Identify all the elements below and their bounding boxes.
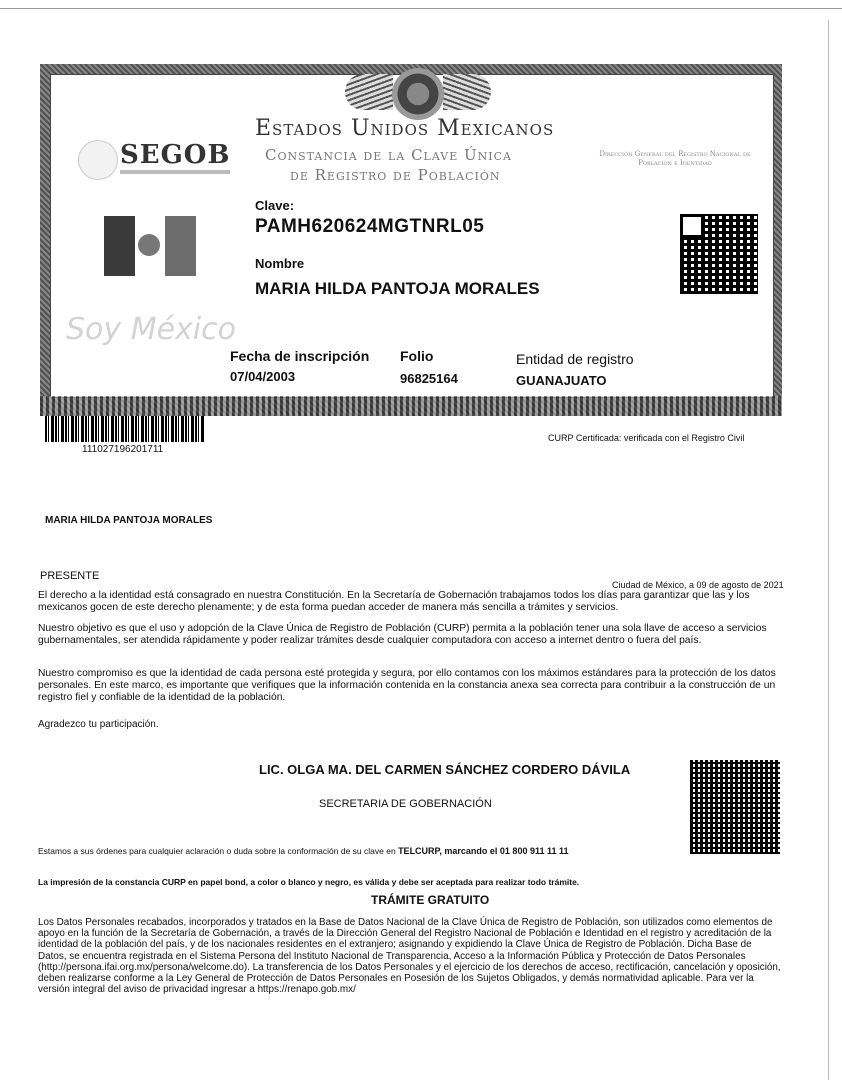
nombre-value: MARIA HILDA PANTOJA MORALES — [255, 279, 540, 298]
certificate-qr-code-icon — [680, 214, 758, 294]
privacy-notice: Los Datos Personales recabados, incorporados y tratados en la Base de Datos Nacional de la Clave Única de Registro de Población, son utilizados como elementos de apoyo en la función de la Secretaría de Gobernación, a través de la Dirección General del Registro Nacional de Población e Identidad en el registro y acreditación de la identidad de la población del país, y de los nacionales residentes en el extranjero; asignando y expidiendo la Clave Única de Registro de Población. Dicha Base de Datos, se encuentra registrada en el Sistema Persona del Instituto Nacional de Transparencia, Acceso a la Información Pública y Protección de Datos Personales (http://persona.ifai.org.mx/persona/welcome.do). La transferencia de los Datos Personales y el ejercicio de los derechos de acceso, rectificación, cancelación y oposición, deben realizarse conforme a la Ley General de Protección de Datos Personales en Posesión de los Sujetos Obligados, y demás normatividad aplicable. Para ver la versión integral del aviso de privacidad ingresar a https://renapo.gob.mx/ — [38, 917, 781, 996]
barcode-icon — [45, 416, 205, 442]
certificate-bottom-band — [40, 396, 782, 416]
flag-emblem-icon — [138, 234, 160, 256]
letter-paragraph-2: Nuestro objetivo es que el uso y adopción de la Clave Única de Registro de Población (CURP) permita a la población tener una sola llave de acceso a servicios gubernamentales, ser atendida rápidamente y poder realizar trámites desde cualquier computadora con acceso a internet dentro o fuera del país. — [38, 623, 767, 646]
scan-right-edge — [828, 20, 829, 1080]
letter-date: Ciudad de México, a 09 de agosto de 2021 — [612, 580, 784, 590]
nombre-label: Nombre — [255, 256, 305, 271]
agency-logo: SEGOB — [120, 140, 231, 170]
document-title-line1: Constancia de la Clave Única — [265, 146, 512, 164]
seal-left-ornament-icon — [345, 74, 393, 110]
letter-recipient: MARIA HILDA PANTOJA MORALES — [45, 515, 213, 526]
fecha-inscripcion-label: Fecha de inscripción — [230, 348, 370, 364]
clave-value: PAMH620624MGTNRL05 — [255, 216, 485, 237]
national-seal-icon — [392, 68, 444, 120]
segob-eagle-icon — [78, 140, 118, 180]
print-validity-notice: La impresión de la constancia CURP en papel bond, a color o blanco y negro, es válida y debe ser aceptada para realizar todo trámite. — [38, 877, 580, 887]
document-title-line2: de Registro de Población — [290, 166, 501, 184]
contact-note-text: Estamos a sus órdenes para cualquier aclaración o duda sobre la conformación de su clave en — [38, 846, 396, 856]
certified-note: CURP Certificada: verificada con el Registro Civil — [548, 433, 745, 443]
signatory-title: SECRETARIA DE GOBERNACIÓN — [319, 798, 492, 810]
letter-qr-code-icon — [690, 760, 780, 854]
directorate-logo: Dirección General del Registro Nacional de Población e Identidad — [599, 150, 751, 167]
signatory-name: LIC. OLGA MA. DEL CARMEN SÁNCHEZ CORDERO DÁVILA — [259, 762, 631, 777]
folio-label: Folio — [400, 348, 434, 364]
entidad-registro-label: Entidad de registro — [516, 351, 634, 367]
letter-presente: PRESENTE — [40, 570, 100, 582]
letter-closing: Agradezco tu participación. — [38, 719, 159, 730]
country-title: Estados Unidos Mexicanos — [255, 116, 555, 141]
entidad-registro-value: GUANAJUATO — [516, 373, 607, 388]
scan-top-edge — [0, 8, 842, 9]
barcode-number: 111027196201711 — [82, 444, 164, 455]
letter-paragraph-1: El derecho a la identidad está consagrado en nuestra Constitución. En la Secretaría de Gobernación trabajamos todos los días para garantizar que las y los mexicanos gocen de este derecho plenamente; y de esta forma puedan acceder de manera más sencilla a trámites y servicios. — [38, 590, 750, 613]
clave-label: Clave: — [255, 198, 295, 213]
slogan-watermark: Soy México — [66, 312, 236, 347]
free-procedure-notice: TRÁMITE GRATUITO — [371, 893, 490, 907]
fecha-inscripcion-value: 07/04/2003 — [230, 369, 296, 384]
contact-note — [38, 846, 569, 856]
folio-value: 96825164 — [400, 371, 458, 386]
contact-note-phone: TELCURP, marcando el 01 800 911 11 11 — [398, 846, 569, 856]
seal-right-ornament-icon — [443, 74, 491, 110]
letter-paragraph-3: Nuestro compromiso es que la identidad de cada persona esté protegida y segura, por ello contamos con los máximos estándares para la protección de los datos personales. En este marco, es importante que verifiques que la información contenida en la constancia anexa sea correcta para contribuir a la construcción de un registro fiel y confiable de la identidad de la población. — [38, 668, 776, 703]
agency-logo-subline — [120, 170, 230, 174]
